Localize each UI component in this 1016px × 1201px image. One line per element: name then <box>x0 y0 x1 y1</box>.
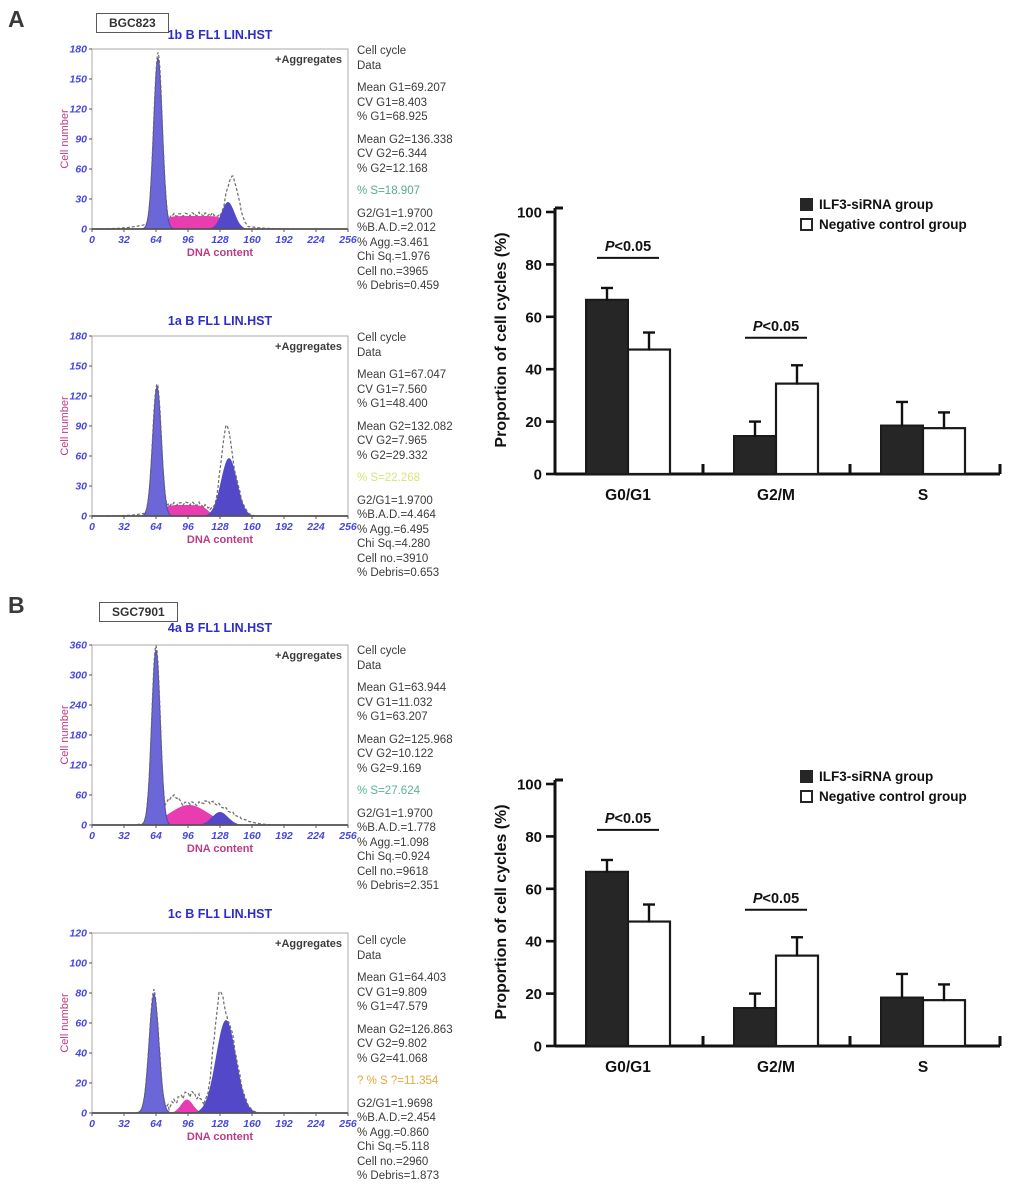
y-tick-label: 120 <box>69 103 87 116</box>
y-tick-label: 0 <box>533 1038 542 1056</box>
stat-group <box>357 331 507 360</box>
bar-ilf3-sirna <box>881 998 923 1046</box>
y-tick-label: 0 <box>81 510 87 523</box>
stat-group <box>357 1097 507 1184</box>
x-axis-label: DNA content <box>186 534 254 546</box>
stat-line: G2/G1=1.9698 <box>357 1097 433 1110</box>
stat-line: %B.A.D.=1.778 <box>357 822 436 834</box>
stat-group <box>357 1074 507 1089</box>
stat-group <box>357 44 507 73</box>
y-tick-label: 100 <box>516 776 542 794</box>
y-tick-label: 60 <box>525 881 542 899</box>
bar-negative-control <box>628 350 670 474</box>
raw-histogram-fill <box>92 52 348 229</box>
y-tick-label: 80 <box>525 828 542 846</box>
legend-label: Negative control group <box>819 216 967 232</box>
x-tick-label: 224 <box>307 1118 325 1130</box>
stat-line: % Agg.=1.098 <box>357 836 429 849</box>
y-tick-label: 60 <box>75 789 87 802</box>
stat-line: Cell no.=3910 <box>357 552 429 565</box>
y-axis-label: Cell number <box>59 993 71 1053</box>
stat-line: % Agg.=0.860 <box>357 1126 429 1139</box>
legend-item <box>800 196 967 212</box>
stat-line: % G1=68.925 <box>357 111 428 123</box>
legend-item <box>800 216 967 232</box>
y-tick-label: 120 <box>69 390 87 403</box>
stat-group <box>357 681 507 725</box>
y-tick-label: 60 <box>75 450 87 463</box>
category-label: S <box>917 487 929 504</box>
y-tick-label: 150 <box>69 73 87 86</box>
y-tick-label: 60 <box>75 1017 87 1030</box>
x-tick-label: 96 <box>182 830 194 842</box>
stat-line: % S=22.268 <box>357 472 420 484</box>
x-tick-label: 224 <box>307 521 325 533</box>
stat-line: % G2=29.332 <box>357 449 428 462</box>
y-tick-label: 100 <box>516 204 542 222</box>
x-tick-label: 256 <box>339 234 357 246</box>
cell-cycle-stats <box>357 644 507 902</box>
stat-group <box>357 733 507 777</box>
stat-group <box>357 807 507 894</box>
legend-item <box>800 768 967 784</box>
stat-line: Mean G1=69.207 <box>357 82 447 94</box>
y-tick-label: 180 <box>69 729 87 742</box>
legend <box>800 768 967 804</box>
histogram-title: 1a B FL1 LIN.HST <box>167 314 273 328</box>
stat-line: G2/G1=1.9700 <box>357 807 433 820</box>
x-tick-label: 32 <box>118 830 130 842</box>
y-axis-label: Cell number <box>59 109 71 169</box>
y-tick-label: 90 <box>75 133 87 146</box>
y-tick-label: 120 <box>69 759 87 772</box>
stat-line: Mean G1=63.944 <box>357 682 447 694</box>
aggregates-annotation: +Aggregates <box>275 54 342 66</box>
y-tick-label: 360 <box>69 639 87 652</box>
bar-ilf3-sirna <box>734 436 776 474</box>
bar-ilf3-sirna <box>586 872 628 1046</box>
plot-border <box>92 645 348 825</box>
cell-line-badge-sgc7901: SGC7901 <box>99 602 178 622</box>
raw-curve <box>92 52 348 229</box>
y-tick-label: 150 <box>69 360 87 373</box>
g1-peak <box>92 58 348 229</box>
y-tick-label: 180 <box>69 330 87 343</box>
stat-line: G2/G1=1.9700 <box>357 207 433 220</box>
cell-cycle-stats <box>357 934 507 1192</box>
stat-line: Cell cycle <box>357 935 407 947</box>
plot-border <box>92 49 348 229</box>
category-label: G0/G1 <box>605 1059 651 1076</box>
y-axis-label: Cell number <box>59 396 71 456</box>
y-tick-label: 60 <box>525 309 542 327</box>
x-tick-label: 64 <box>150 234 162 246</box>
stat-line: G2/G1=1.9700 <box>357 494 433 507</box>
x-tick-label: 32 <box>118 1118 130 1130</box>
x-axis-label: DNA content <box>186 843 254 855</box>
p-value-label: P<0.05 <box>752 890 800 907</box>
x-tick-label: 96 <box>182 521 194 533</box>
histogram-title: 1b B FL1 LIN.HST <box>167 28 273 42</box>
stat-line: Data <box>357 59 382 72</box>
x-tick-label: 256 <box>339 521 357 533</box>
stat-line: Chi Sq.=0.924 <box>357 851 431 863</box>
y-tick-label: 80 <box>75 987 87 1000</box>
y-tick-label: 0 <box>81 223 87 236</box>
x-tick-label: 128 <box>211 830 229 842</box>
x-tick-label: 64 <box>150 521 162 533</box>
stat-line: Mean G2=126.863 <box>357 1023 453 1036</box>
x-tick-label: 192 <box>275 234 293 246</box>
category-label: G2/M <box>757 487 795 504</box>
y-tick-label: 40 <box>525 361 542 379</box>
stat-line: %B.A.D.=4.464 <box>357 509 436 521</box>
legend-swatch-open <box>800 218 813 231</box>
stat-line: Chi Sq.=1.976 <box>357 251 431 263</box>
stat-line: Cell no.=2960 <box>357 1155 429 1168</box>
stat-group <box>357 934 507 963</box>
stat-line: Cell cycle <box>357 645 407 657</box>
p-value-label: P<0.05 <box>604 238 652 255</box>
histogram-title: 1c B FL1 LIN.HST <box>167 907 273 921</box>
x-tick-label: 128 <box>211 521 229 533</box>
stat-line: Data <box>357 949 382 962</box>
y-tick-label: 30 <box>75 193 87 206</box>
x-tick-label: 32 <box>118 521 130 533</box>
x-tick-label: 128 <box>211 1118 229 1130</box>
aggregates-annotation: +Aggregates <box>275 938 342 950</box>
y-tick-label: 60 <box>75 163 87 176</box>
stat-line: CV G2=9.802 <box>357 1038 428 1050</box>
x-tick-label: 0 <box>89 521 95 533</box>
stat-line: Data <box>357 659 382 672</box>
bar-ilf3-sirna <box>734 1008 776 1046</box>
stat-group <box>357 133 507 177</box>
stat-group <box>357 644 507 673</box>
panel-label-b: B <box>8 592 25 618</box>
x-tick-label: 0 <box>89 830 95 842</box>
y-axis-label: Proportion of cell cycles (%) <box>493 804 510 1020</box>
stat-group <box>357 184 507 199</box>
flow-histogram <box>56 41 366 267</box>
stat-group <box>357 971 507 1015</box>
bar-negative-control <box>776 956 818 1046</box>
raw-histogram-fill <box>92 646 348 826</box>
x-tick-label: 96 <box>182 234 194 246</box>
bar-chart <box>490 190 1010 520</box>
x-tick-label: 128 <box>211 234 229 246</box>
stat-line: Mean G2=125.968 <box>357 733 453 746</box>
stat-group <box>357 420 507 464</box>
legend <box>800 196 967 232</box>
stat-line: Data <box>357 346 382 359</box>
stat-line: % Debris=2.351 <box>357 880 440 892</box>
stat-line: ? % S ?=11.354 <box>357 1075 439 1087</box>
x-tick-label: 192 <box>275 830 293 842</box>
legend-label: ILF3-siRNA group <box>819 768 934 784</box>
cell-cycle-stats <box>357 331 507 589</box>
stat-group <box>357 1023 507 1067</box>
y-tick-label: 0 <box>533 466 542 484</box>
x-tick-label: 192 <box>275 521 293 533</box>
cell-cycle-stats <box>357 44 507 302</box>
category-label: G2/M <box>757 1059 795 1076</box>
histogram-title: 4a B FL1 LIN.HST <box>167 621 273 635</box>
aggregates-annotation: +Aggregates <box>275 341 342 353</box>
stat-line: % Debris=1.873 <box>357 1170 440 1182</box>
y-tick-label: 20 <box>525 414 542 432</box>
stat-line: % G1=63.207 <box>357 711 428 723</box>
stat-line: Mean G1=64.403 <box>357 972 447 984</box>
stat-line: % G1=47.579 <box>357 1001 428 1013</box>
stat-group <box>357 784 507 799</box>
y-tick-label: 80 <box>525 256 542 274</box>
legend-swatch-open <box>800 790 813 803</box>
stat-line: Mean G2=132.082 <box>357 420 453 433</box>
stat-line: CV G2=10.122 <box>357 748 434 760</box>
x-tick-label: 0 <box>89 1118 95 1130</box>
legend-swatch-filled <box>800 198 813 211</box>
g1-peak <box>92 650 348 825</box>
bar-chart <box>490 762 1010 1092</box>
stat-group <box>357 81 507 125</box>
y-tick-label: 180 <box>69 43 87 56</box>
flow-histogram <box>56 328 366 554</box>
stat-line: CV G1=11.032 <box>357 696 433 709</box>
stat-line: % G2=41.068 <box>357 1052 428 1065</box>
y-tick-label: 20 <box>75 1077 87 1090</box>
stat-line: CV G2=6.344 <box>357 148 428 160</box>
stat-line: CV G1=9.809 <box>357 986 428 999</box>
y-tick-label: 40 <box>75 1047 87 1060</box>
x-tick-label: 160 <box>243 830 261 842</box>
stat-line: % S=18.907 <box>357 185 420 197</box>
p-value-label: P<0.05 <box>604 810 652 827</box>
bar-negative-control <box>776 384 818 474</box>
stat-line: CV G1=8.403 <box>357 96 428 109</box>
y-tick-label: 0 <box>81 1107 87 1120</box>
x-tick-label: 96 <box>182 1118 194 1130</box>
y-tick-label: 240 <box>69 699 87 712</box>
flow-histogram <box>56 637 366 863</box>
y-tick-label: 40 <box>525 933 542 951</box>
stat-line: Mean G1=67.047 <box>357 369 447 381</box>
x-tick-label: 32 <box>118 234 130 246</box>
flow-histogram <box>56 925 366 1151</box>
x-axis-label: DNA content <box>186 1131 254 1143</box>
y-tick-label: 100 <box>69 957 87 970</box>
y-tick-label: 20 <box>525 986 542 1004</box>
y-tick-label: 30 <box>75 480 87 493</box>
cell-line-badge-bgc823: BGC823 <box>96 13 169 33</box>
bar-negative-control <box>923 428 965 474</box>
stat-line: %B.A.D.=2.012 <box>357 222 436 234</box>
x-tick-label: 160 <box>243 521 261 533</box>
y-tick-label: 90 <box>75 420 87 433</box>
legend-label: ILF3-siRNA group <box>819 196 934 212</box>
aggregates-annotation: +Aggregates <box>275 650 342 662</box>
x-axis-label: DNA content <box>186 247 254 259</box>
x-tick-label: 224 <box>307 234 325 246</box>
x-tick-label: 160 <box>243 1118 261 1130</box>
stat-line: Cell no.=3965 <box>357 265 429 278</box>
x-tick-label: 224 <box>307 830 325 842</box>
x-tick-label: 160 <box>243 234 261 246</box>
stat-line: %B.A.D.=2.454 <box>357 1112 436 1124</box>
x-tick-label: 192 <box>275 1118 293 1130</box>
stat-line: % G2=12.168 <box>357 162 428 175</box>
stat-line: Cell cycle <box>357 332 407 344</box>
bar-negative-control <box>923 1000 965 1046</box>
stat-line: Cell cycle <box>357 45 407 57</box>
stat-line: % Debris=0.653 <box>357 567 440 579</box>
x-tick-label: 256 <box>339 830 357 842</box>
stat-line: % Agg.=3.461 <box>357 236 429 249</box>
stat-line: Chi Sq.=5.118 <box>357 1141 430 1153</box>
y-tick-label: 120 <box>69 927 87 940</box>
y-tick-label: 0 <box>81 819 87 832</box>
category-label: S <box>917 1059 929 1076</box>
stat-line: % S=27.624 <box>357 785 420 797</box>
x-tick-label: 0 <box>89 234 95 246</box>
x-tick-label: 64 <box>150 830 162 842</box>
panel-label-a: A <box>8 6 25 32</box>
stat-group <box>357 207 507 294</box>
y-tick-label: 300 <box>69 669 87 682</box>
bar-ilf3-sirna <box>586 300 628 474</box>
stat-line: % G1=48.400 <box>357 398 428 410</box>
stat-line: Cell no.=9618 <box>357 865 429 878</box>
y-axis-label: Cell number <box>59 705 71 765</box>
stat-line: CV G1=7.560 <box>357 383 428 396</box>
legend-label: Negative control group <box>819 788 967 804</box>
y-axis-label: Proportion of cell cycles (%) <box>493 232 510 448</box>
stat-group <box>357 368 507 412</box>
stat-line: % Agg.=6.495 <box>357 523 429 536</box>
x-tick-label: 256 <box>339 1118 357 1130</box>
bar-ilf3-sirna <box>881 426 923 474</box>
stat-line: CV G2=7.965 <box>357 435 428 447</box>
bar-negative-control <box>628 922 670 1046</box>
legend-swatch-filled <box>800 770 813 783</box>
stat-group <box>357 471 507 486</box>
stat-group <box>357 494 507 581</box>
stat-line: Chi Sq.=4.280 <box>357 538 431 550</box>
stat-line: % Debris=0.459 <box>357 280 440 292</box>
legend-item <box>800 788 967 804</box>
stat-line: % G2=9.169 <box>357 762 422 775</box>
raw-curve <box>92 646 348 826</box>
stat-line: Mean G2=136.338 <box>357 133 453 146</box>
g2-peak <box>92 812 348 825</box>
p-value-label: P<0.05 <box>752 318 800 335</box>
x-tick-label: 64 <box>150 1118 162 1130</box>
category-label: G0/G1 <box>605 487 651 504</box>
